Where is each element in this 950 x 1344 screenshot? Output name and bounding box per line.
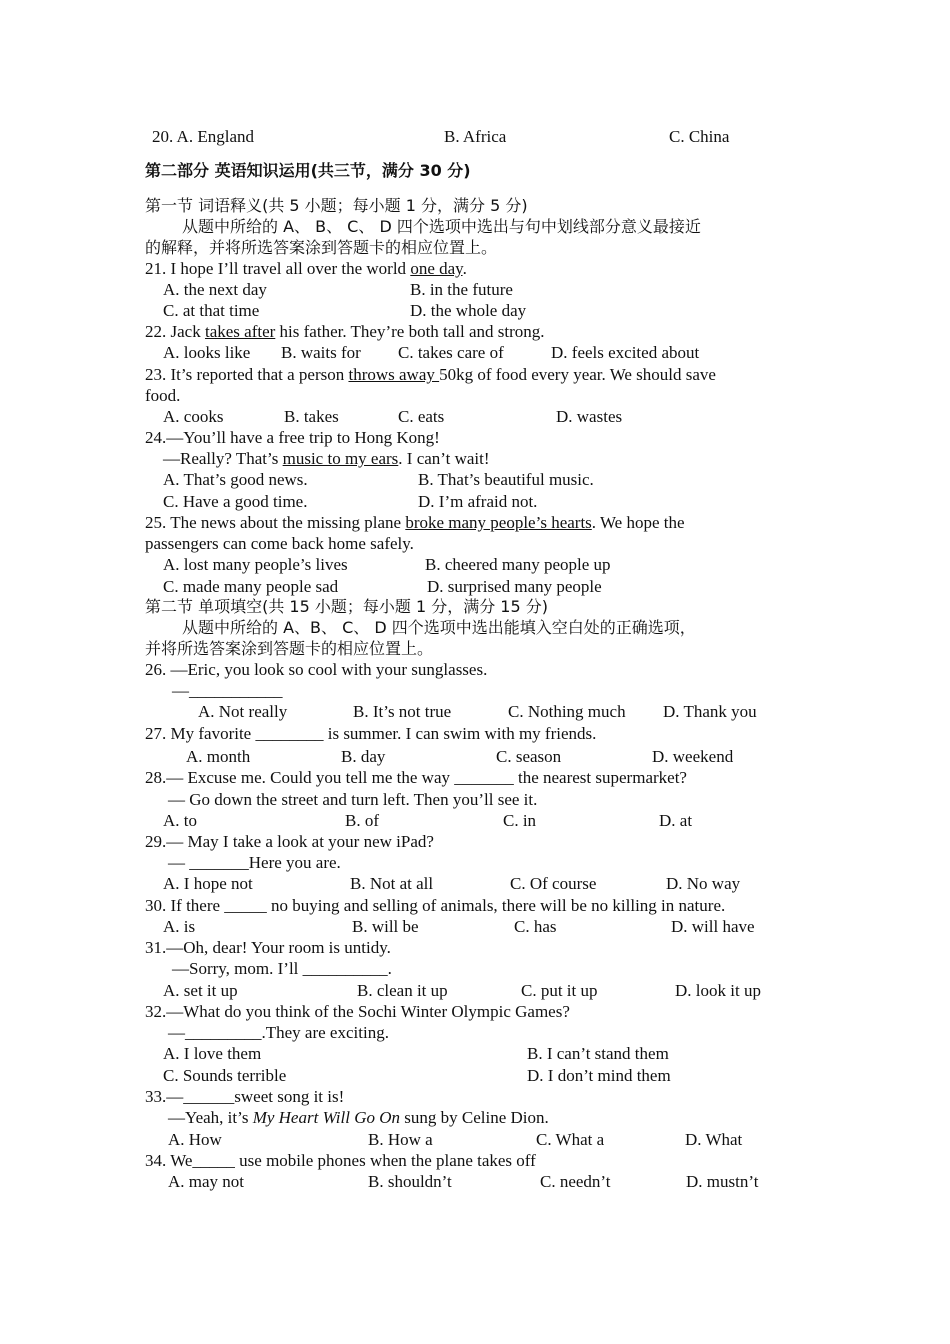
q27-option-c: C. season — [496, 747, 562, 766]
q27-stem: 27. My favorite ________ is summer. I can swim with my friends. — [145, 724, 597, 743]
q33-option-b: B. How a — [368, 1130, 433, 1149]
q28-option-c: C. in — [503, 811, 537, 830]
q29-option-b: B. Not at all — [350, 874, 434, 893]
q22-underlined: takes after — [204, 322, 276, 341]
q25-option-c: C. made many people sad — [163, 577, 339, 596]
q34-stem: 34. We_____ use mobile phones when the plane takes off — [145, 1151, 536, 1170]
q23-option-b: B. takes — [284, 407, 339, 426]
q24-response: —Really? That’s music to my ears. I can’t wait! — [163, 449, 490, 468]
q29-option-d: D. No way — [666, 874, 741, 893]
q33-option-c: C. What a — [536, 1130, 605, 1149]
section1-instruction-2: 的解释，并将所选答案涂到答题卡的相应位置上。 — [145, 238, 498, 257]
q24-option-a: A. That’s good news. — [163, 470, 308, 489]
q33-response: —Yeah, it’s My Heart Will Go On sung by Celine Dion. — [168, 1108, 549, 1127]
section1-instruction-1: 从题中所给的 A、 B、 C、 D 四个选项中选出与句中划线部分意义最接近 — [182, 217, 701, 236]
q29-response: — _______Here you are. — [168, 853, 341, 872]
section2-title: 第二节 单项填空(共 15 小题；每小题 1 分，满分 15 分) — [145, 597, 548, 616]
q29-option-c: C. Of course — [510, 874, 597, 893]
q28-response: — Go down the street and turn left. Then you’ll see it. — [168, 790, 538, 809]
q27-option-a: A. month — [186, 747, 251, 766]
q33-option-d: D. What — [685, 1130, 743, 1149]
q22-option-d: D. feels excited about — [551, 343, 700, 362]
q25-stem: 25. The news about the missing plane broke many people’s hearts. We hope the — [145, 513, 685, 532]
q21-option-b: B. in the future — [410, 280, 513, 299]
q25-option-d: D. surprised many people — [427, 577, 602, 596]
q25-option-a: A. lost many people’s lives — [163, 555, 348, 574]
q31-option-d: D. look it up — [675, 981, 761, 1000]
q32-option-a: A. I love them — [163, 1044, 262, 1063]
q22-option-b: B. waits for — [281, 343, 361, 362]
q21-stem: 21. I hope I’ll travel all over the world one day. — [145, 259, 467, 278]
q27-option-d: D. weekend — [652, 747, 734, 766]
q32-response: —_________.They are exciting. — [168, 1023, 389, 1042]
q23-stem-cont: food. — [145, 386, 181, 405]
q21-option-c: C. at that time — [163, 301, 260, 320]
q31-option-b: B. clean it up — [357, 981, 448, 1000]
q31-stem: 31.—Oh, dear! Your room is untidy. — [145, 938, 391, 957]
q34-option-d: D. mustn’t — [686, 1172, 759, 1191]
q20-option-b: B. Africa — [444, 127, 507, 146]
q23-option-d: D. wastes — [556, 407, 623, 426]
q31-response: —Sorry, mom. I’ll __________. — [172, 959, 392, 978]
q25-underlined: broke many people’s hearts — [405, 513, 592, 532]
q21-option-a: A. the next day — [163, 280, 267, 299]
q30-option-b: B. will be — [352, 917, 419, 936]
q31-option-a: A. set it up — [163, 981, 238, 1000]
q24-underlined: music to my ears — [282, 449, 399, 468]
part2-title: 第二部分 英语知识运用(共三节，满分 30 分) — [145, 161, 471, 180]
q34-option-b: B. shouldn’t — [368, 1172, 452, 1191]
q23-option-c: C. eats — [398, 407, 445, 426]
q30-option-d: D. will have — [671, 917, 755, 936]
q34-option-a: A. may not — [168, 1172, 245, 1191]
q28-option-d: D. at — [659, 811, 693, 830]
q20-option-a: 20. A. England — [152, 127, 254, 146]
q33-option-a: A. How — [168, 1130, 222, 1149]
q28-stem: 28.— Excuse me. Could you tell me the way _______ the nearest supermarket? — [145, 768, 687, 787]
q27-option-b: B. day — [341, 747, 386, 766]
q30-stem: 30. If there _____ no buying and selling of animals, there will be no killing in nature. — [145, 896, 726, 915]
q28-option-b: B. of — [345, 811, 379, 830]
q24-stem: 24.—You’ll have a free trip to Hong Kong! — [145, 428, 440, 447]
section2-instruction-2: 并将所选答案涂到答题卡的相应位置上。 — [145, 639, 434, 658]
q23-option-a: A. cooks — [163, 407, 224, 426]
q25-stem-cont: passengers can come back home safely. — [145, 534, 414, 553]
q32-option-b: B. I can’t stand them — [527, 1044, 669, 1063]
q26-option-d: D. Thank you — [663, 702, 757, 721]
q25-option-b: B. cheered many people up — [425, 555, 611, 574]
q21-option-d: D. the whole day — [410, 301, 527, 320]
q30-option-a: A. is — [163, 917, 196, 936]
q26-option-a: A. Not really — [198, 702, 288, 721]
q32-option-c: C. Sounds terrible — [163, 1066, 287, 1085]
q22-stem: 22. Jack takes after his father. They’re both tall and strong. — [145, 322, 545, 341]
q29-option-a: A. I hope not — [163, 874, 253, 893]
q23-stem: 23. It’s reported that a person throws away 50kg of food every year. We should save — [145, 365, 716, 384]
q32-stem: 32.—What do you think of the Sochi Winter Olympic Games? — [145, 1002, 570, 1021]
q33-stem: 33.—______sweet song it is! — [145, 1087, 345, 1106]
q24-option-b: B. That’s beautiful music. — [418, 470, 594, 489]
q28-option-a: A. to — [163, 811, 197, 830]
q26-stem: 26. —Eric, you look so cool with your sunglasses. — [145, 660, 488, 679]
q24-option-c: C. Have a good time. — [163, 492, 308, 511]
q33-song-title: My Heart Will Go On — [252, 1108, 401, 1127]
q26-response: —___________ — [172, 681, 283, 700]
q23-underlined: throws away — [348, 365, 440, 384]
q34-option-c: C. needn’t — [540, 1172, 611, 1191]
q30-option-c: C. has — [514, 917, 557, 936]
q22-option-a: A. looks like — [163, 343, 251, 362]
q20-option-c: C. China — [669, 127, 730, 146]
q22-option-c: C. takes care of — [398, 343, 504, 362]
section2-instruction-1: 从题中所给的 A、B、 C、 D 四个选项中选出能填入空白处的正确选项， — [182, 618, 696, 637]
q29-stem: 29.— May I take a look at your new iPad? — [145, 832, 434, 851]
q32-option-d: D. I don’t mind them — [527, 1066, 671, 1085]
section1-title: 第一节 词语释义(共 5 小题；每小题 1 分，满分 5 分) — [145, 196, 528, 215]
q21-underlined: one day — [410, 259, 463, 278]
q26-option-c: C. Nothing much — [508, 702, 626, 721]
q31-option-c: C. put it up — [521, 981, 598, 1000]
q24-option-d: D. I’m afraid not. — [418, 492, 538, 511]
q26-option-b: B. It’s not true — [353, 702, 452, 721]
